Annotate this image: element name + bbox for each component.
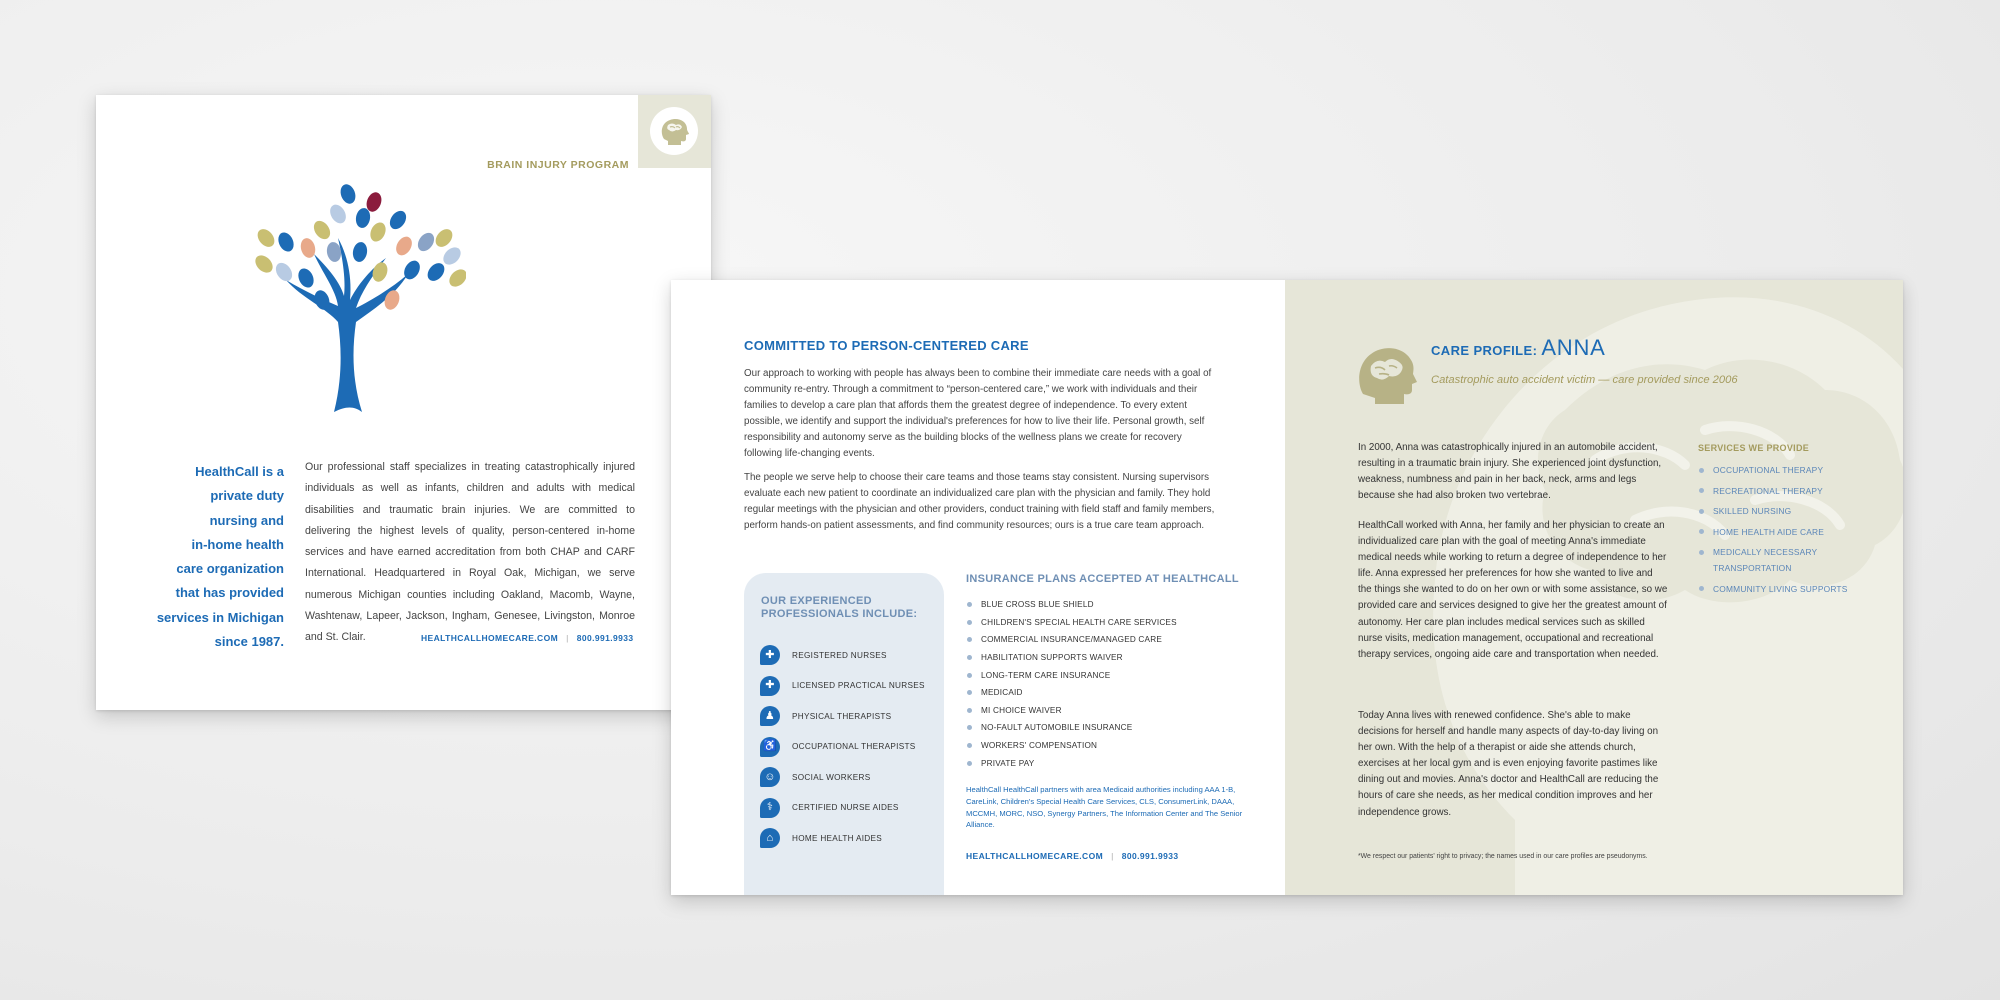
list-item: ☺ SOCIAL WORKERS [760,762,925,793]
list-item: HABILITATION SUPPORTS WAIVER [967,649,1177,667]
brochure-cover [96,95,711,710]
list-item: ♟ PHYSICAL THERAPISTS [760,701,925,732]
phone-link[interactable]: 800.991.9933 [576,633,634,643]
professionals-list [760,640,925,854]
tree-logo-icon [226,180,466,420]
practical-nurse-icon: ✚ [760,676,780,696]
nurse-icon: ✚ [760,645,780,665]
phone-link[interactable]: 800.991.9933 [1121,851,1179,861]
list-item: BLUE CROSS BLUE SHIELD [967,596,1177,614]
spread-left-page [671,280,1285,895]
professionals-panel [744,573,944,895]
list-item: CHILDREN'S SPECIAL HEALTH CARE SERVICES [967,614,1177,632]
list-item: COMMUNITY LIVING SUPPORTS [1698,581,1848,597]
profile-paragraph-1: In 2000, Anna was catastrophically injured in an automobile accident, resulting in a traumatic brain injury. She experienced joint dysfunction, weakness, numbness and pain in her back, neck, arms and legs because she had also broken two vertebrae. [1358,442,1662,502]
committed-paragraph-1: Our approach to working with people has always been to combine their immediate care needs with a goal of community re-entry. Through a commitment to “person-centered care,” we work with individuals and their families to develop a care plan that affords them the greatest degree of independence. To every extent possible, we identify and support the individual's preferences for how to live their life. Personal growth, self responsibility and autonomy serve as the building blocks of the wellness plans we create for recovery following life-changing events. [744,368,1212,459]
list-item: SKILLED NURSING [1698,503,1848,519]
list-item: ⚕ CERTIFIED NURSE AIDES [760,793,925,824]
list-item: ⌂ HOME HEALTH AIDES [760,823,925,854]
list-item: MEDICAID [967,684,1177,702]
intro-lead: HealthCall is a private duty nursing and in-home health care organization that has provided services in Michigan since 1987. [156,464,284,650]
list-item: ✚ LICENSED PRACTICAL NURSES [760,671,925,702]
program-label: BRAIN INJURY PROGRAM [487,159,629,171]
services-heading: SERVICES WE PROVIDE [1698,443,1810,453]
list-item: ✚ REGISTERED NURSES [760,640,925,671]
spread-footer: HEALTHCALLHOMECARE.COM | 800.991.9933 [966,851,1179,861]
profile-paragraph-2: HealthCall worked with Anna, her family and her physician to create an individualized care plan with the goal of meeting Anna's immediate medical needs while working to return a degree of independence to her life. Anna expressed her preferences for how she wanted to live and the things she wanted to do on her own or with some assistance, so we provided care and services designed to give her the greatest amount of autonomy. Her care plan includes medical services such as skilled nurse visits, medication management, occupational and recreational therapy services, ongoing aide care and transportation when needed. [1358,520,1668,660]
website-link[interactable]: HEALTHCALLHOMECARE.COM [421,633,559,643]
walking-icon: ♟ [760,706,780,726]
insurance-list [967,596,1177,772]
services-list [1698,462,1848,601]
brain-head-icon [650,107,698,155]
corner-badge [638,95,711,168]
professionals-heading: OUR EXPERIENCED PROFESSIONALS INCLUDE: [761,595,918,620]
care-profile-subtitle: Catastrophic auto accident victim — care provided since 2006 [1431,374,1738,386]
list-item: MEDICALLY NECESSARY TRANSPORTATION [1698,544,1848,576]
list-item: NO-FAULT AUTOMOBILE INSURANCE [967,719,1177,737]
list-item: RECREATIONAL THERAPY [1698,483,1848,499]
website-link[interactable]: HEALTHCALLHOMECARE.COM [966,851,1104,861]
list-item: OCCUPATIONAL THERAPY [1698,462,1848,478]
home-icon: ⌂ [760,828,780,848]
people-icon: ☺ [760,767,780,787]
partners-note: HealthCall HealthCall partners with area Medicaid authorities including AAA 1-B, CareLink, Children's Special Health Care Services, CLS, ConsumerLink, DAAA, MCCMH, MORC, NSO, Synergy Partners, The Information Center and The Senior Alliance. [966,785,1243,830]
list-item: HOME HEALTH AIDE CARE [1698,524,1848,540]
list-item: PRIVATE PAY [967,754,1177,772]
committed-paragraph-2: The people we serve help to choose their care teams and those teams stay consistent. Nursing supervisors evaluate each new patient to coordinate an individualized care plan with the physician and family. They hold regular meetings with the physician and other providers, conduct training with field staff and family members, perform hands-on patient assessments, and find community resources; ours is a true care team approach. [744,472,1215,531]
cover-footer: HEALTHCALLHOMECARE.COM | 800.991.9933 [421,633,634,643]
insurance-heading: INSURANCE PLANS ACCEPTED AT HEALTHCALL [966,573,1239,585]
profile-paragraph-3: Today Anna lives with renewed confidence. She's able to make decisions for herself and handle many aspects of day-to-day living on her own. With the help of a therapist or aide she attends church, exercises at her local gym and is even enjoying favorite pastimes like dining out and movies. Anna's doctor and HealthCall are reducing the hours of care she needs, as her medical condition improves and her independence grows. [1358,710,1659,818]
brochure-spread [671,280,1903,895]
wheelchair-icon: ♿ [760,737,780,757]
care-profile-title: CARE PROFILE: ANNA [1431,335,1606,360]
list-item: WORKERS' COMPENSATION [967,737,1177,755]
privacy-note: *We respect our patients' right to privacy; the names used in our care profiles are pseudonyms. [1358,853,1648,860]
list-item: MI CHOICE WAIVER [967,702,1177,720]
committed-heading: COMMITTED TO PERSON-CENTERED CARE [744,338,1029,353]
list-item: LONG-TERM CARE INSURANCE [967,666,1177,684]
profile-name: ANNA [1541,335,1606,360]
list-item: COMMERCIAL INSURANCE/MANAGED CARE [967,631,1177,649]
list-item: ♿ OCCUPATIONAL THERAPISTS [760,732,925,763]
care-profile-page [1285,280,1903,895]
brain-head-icon [1355,338,1417,410]
intro-body: Our professional staff specializes in treating catastrophically injured individuals as well as infants, children and adults with medical disabilities and traumatic brain injuries. We are committed to delivering the highest levels of quality, person-centered in-home services and have earned accreditation from both CHAP and CARF International. Headquartered in Royal Oak, Michigan, we serve numerous Michigan counties including Oakland, Macomb, Wayne, Washtenaw, Lapeer, Jackson, Ingham, Genesee, Livingston, Monroe and St. Clair. [305,461,635,644]
stethoscope-icon: ⚕ [760,798,780,818]
